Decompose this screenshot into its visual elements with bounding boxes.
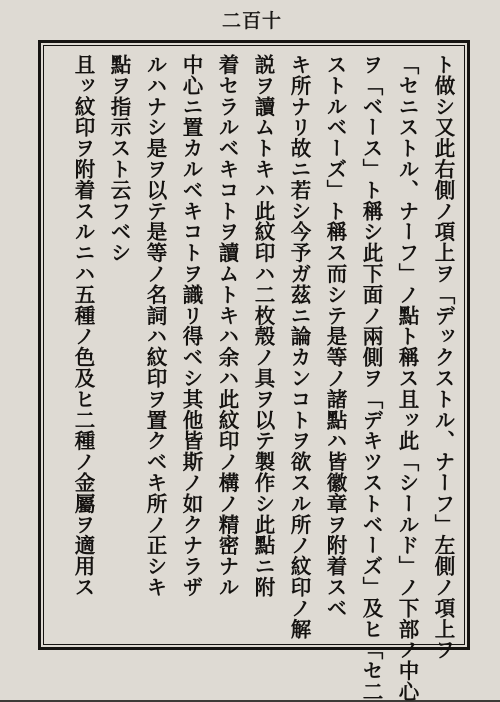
text-column: ルハナシ是ヲ以テ是等ノ名詞ハ紋印ヲ置クベキ所ノ正シキ xyxy=(143,54,167,598)
vertical-text-block xyxy=(50,46,460,702)
page-number: 二百十 xyxy=(221,10,282,32)
text-column: 「セニストル、ナーフ」ノ點ト稱ス且ッ此「シールド」ノ下部ノ中心 xyxy=(395,54,419,702)
text-column: ストルベーズ」ト稱ス而シテ是等ノ諸點ハ皆徽章ヲ附着スベ xyxy=(323,54,347,619)
text-column: 且ッ紋印ヲ附着スルニハ五種ノ色及ヒ二種ノ金屬ヲ適用ス xyxy=(71,54,95,598)
text-column: 中心ニ置カルベキコトヲ識リ得ベシ其他皆斯ノ如クナラザ xyxy=(179,54,203,598)
text-column: ト做シ又此右側ノ項上ヲ「デックストル、ナーフ」左側ノ項上ヲ xyxy=(431,54,455,661)
text-column: 着セラルベキコトヲ讀ムトキハ余ハ此紋印ノ構ノ精密ナル xyxy=(215,54,239,598)
text-column: 説ヲ讀ムトキハ此紋印ハ二枚殼ノ具ヲ以テ製作シ此點ニ附 xyxy=(251,54,275,598)
text-column: キ所ナリ故ニ若シ今予ガ茲ニ論カンコトヲ欲スル所ノ紋印ノ解 xyxy=(287,54,311,640)
text-column: ヲ「ベース」ト稱シ此下面ノ兩側ヲ「デキツストベーズ」及ヒ「セ二 xyxy=(359,54,383,702)
text-column: 點ヲ指示スト云フベシ xyxy=(107,54,131,263)
